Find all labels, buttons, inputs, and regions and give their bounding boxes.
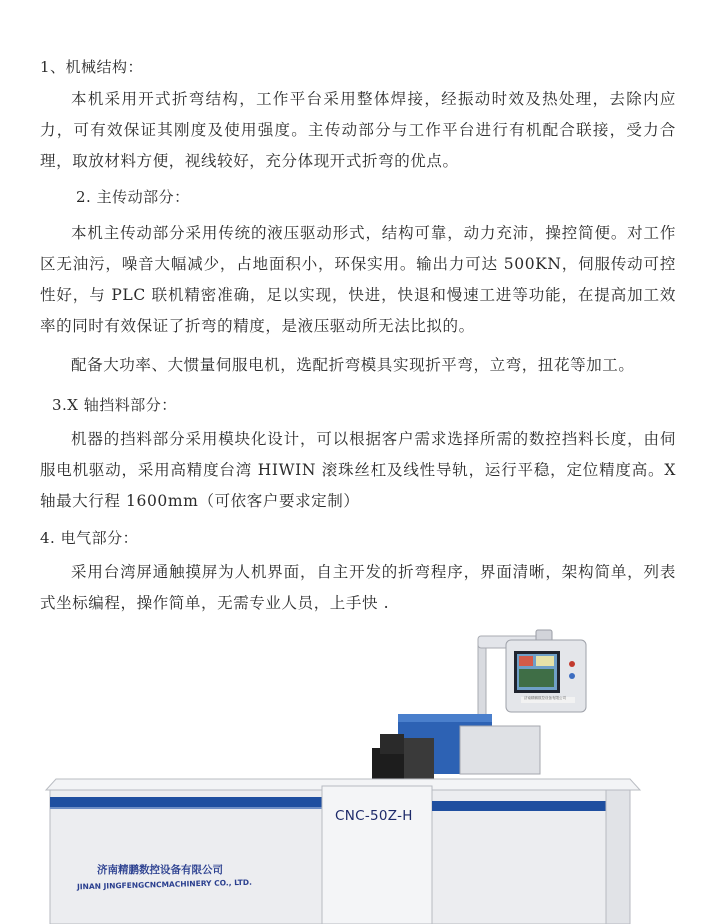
section-1-heading: 1、机械结构：	[40, 58, 144, 76]
brand-name-en: JINAN JINGFENGCNCMACHINERY CO., LTD.	[76, 877, 253, 892]
brand-name-cn: 济南精鹏数控设备有限公司	[97, 864, 223, 876]
cnc-bending-machine-illustration	[0, 625, 703, 924]
right-base-stripe	[432, 801, 606, 811]
section-2-paragraph-1: 本机主传动部分采用传统的液压驱动形式，结构可靠，动力充沛，操控简便。对工作区无油污，噪音大幅减少，占地面积小，环保实用。输出力可达 500KN，伺服传动可控性好，与 PLC 联机精密准确，足以实现，快进，快退和慢速工进等功能，在提高加工效率的同时有效保证了折弯的精度，是液压驱动所无法比拟的。	[40, 224, 676, 335]
section-2-paragraph-2: 配备大功率、大惯量伺服电机，选配折弯模具实现折平弯，立弯，扭花等加工。	[71, 356, 635, 374]
center-column	[322, 786, 432, 924]
section-4-heading: 4. 电气部分：	[40, 529, 139, 547]
rear-cabinet	[460, 726, 540, 774]
left-base-stripe	[50, 797, 322, 807]
left-base	[50, 790, 322, 924]
machine-model-label: CNC-50Z-H	[335, 808, 413, 824]
section-3-paragraph: 机器的挡料部分采用模块化设计，可以根据客户需求选择所需的数控挡料长度，由伺服电机驱动，采用高精度台湾 HIWIN 滚珠丝杠及线性导轨，运行平稳，定位精度高。X 轴最大行程 1600mm（可依客户要求定制）	[40, 430, 676, 510]
status-light-icon	[569, 673, 575, 679]
emergency-stop-icon	[569, 661, 575, 667]
screen-label: 济南精鹏数控设备有限公司	[524, 696, 566, 700]
section-4-paragraph: 采用台湾屏通触摸屏为人机界面，自主开发的折弯程序，界面清晰，架构简单，列表式坐标编程，操作简单，无需专业人员，上手快 .	[40, 563, 676, 612]
section-3-heading: 3.X 轴挡料部分：	[52, 396, 177, 414]
section-2-heading: 2. 主传动部分：	[76, 188, 190, 206]
section-1-paragraph: 本机采用开式折弯结构，工作平台采用整体焊接，经振动时效及热处理，去除内应力，可有效保证其刚度及使用强度。主传动部分与工作平台进行有机配合联接，受力合理，取放材料方便，视线较好，充分体现开式折弯的优点。	[40, 90, 676, 170]
